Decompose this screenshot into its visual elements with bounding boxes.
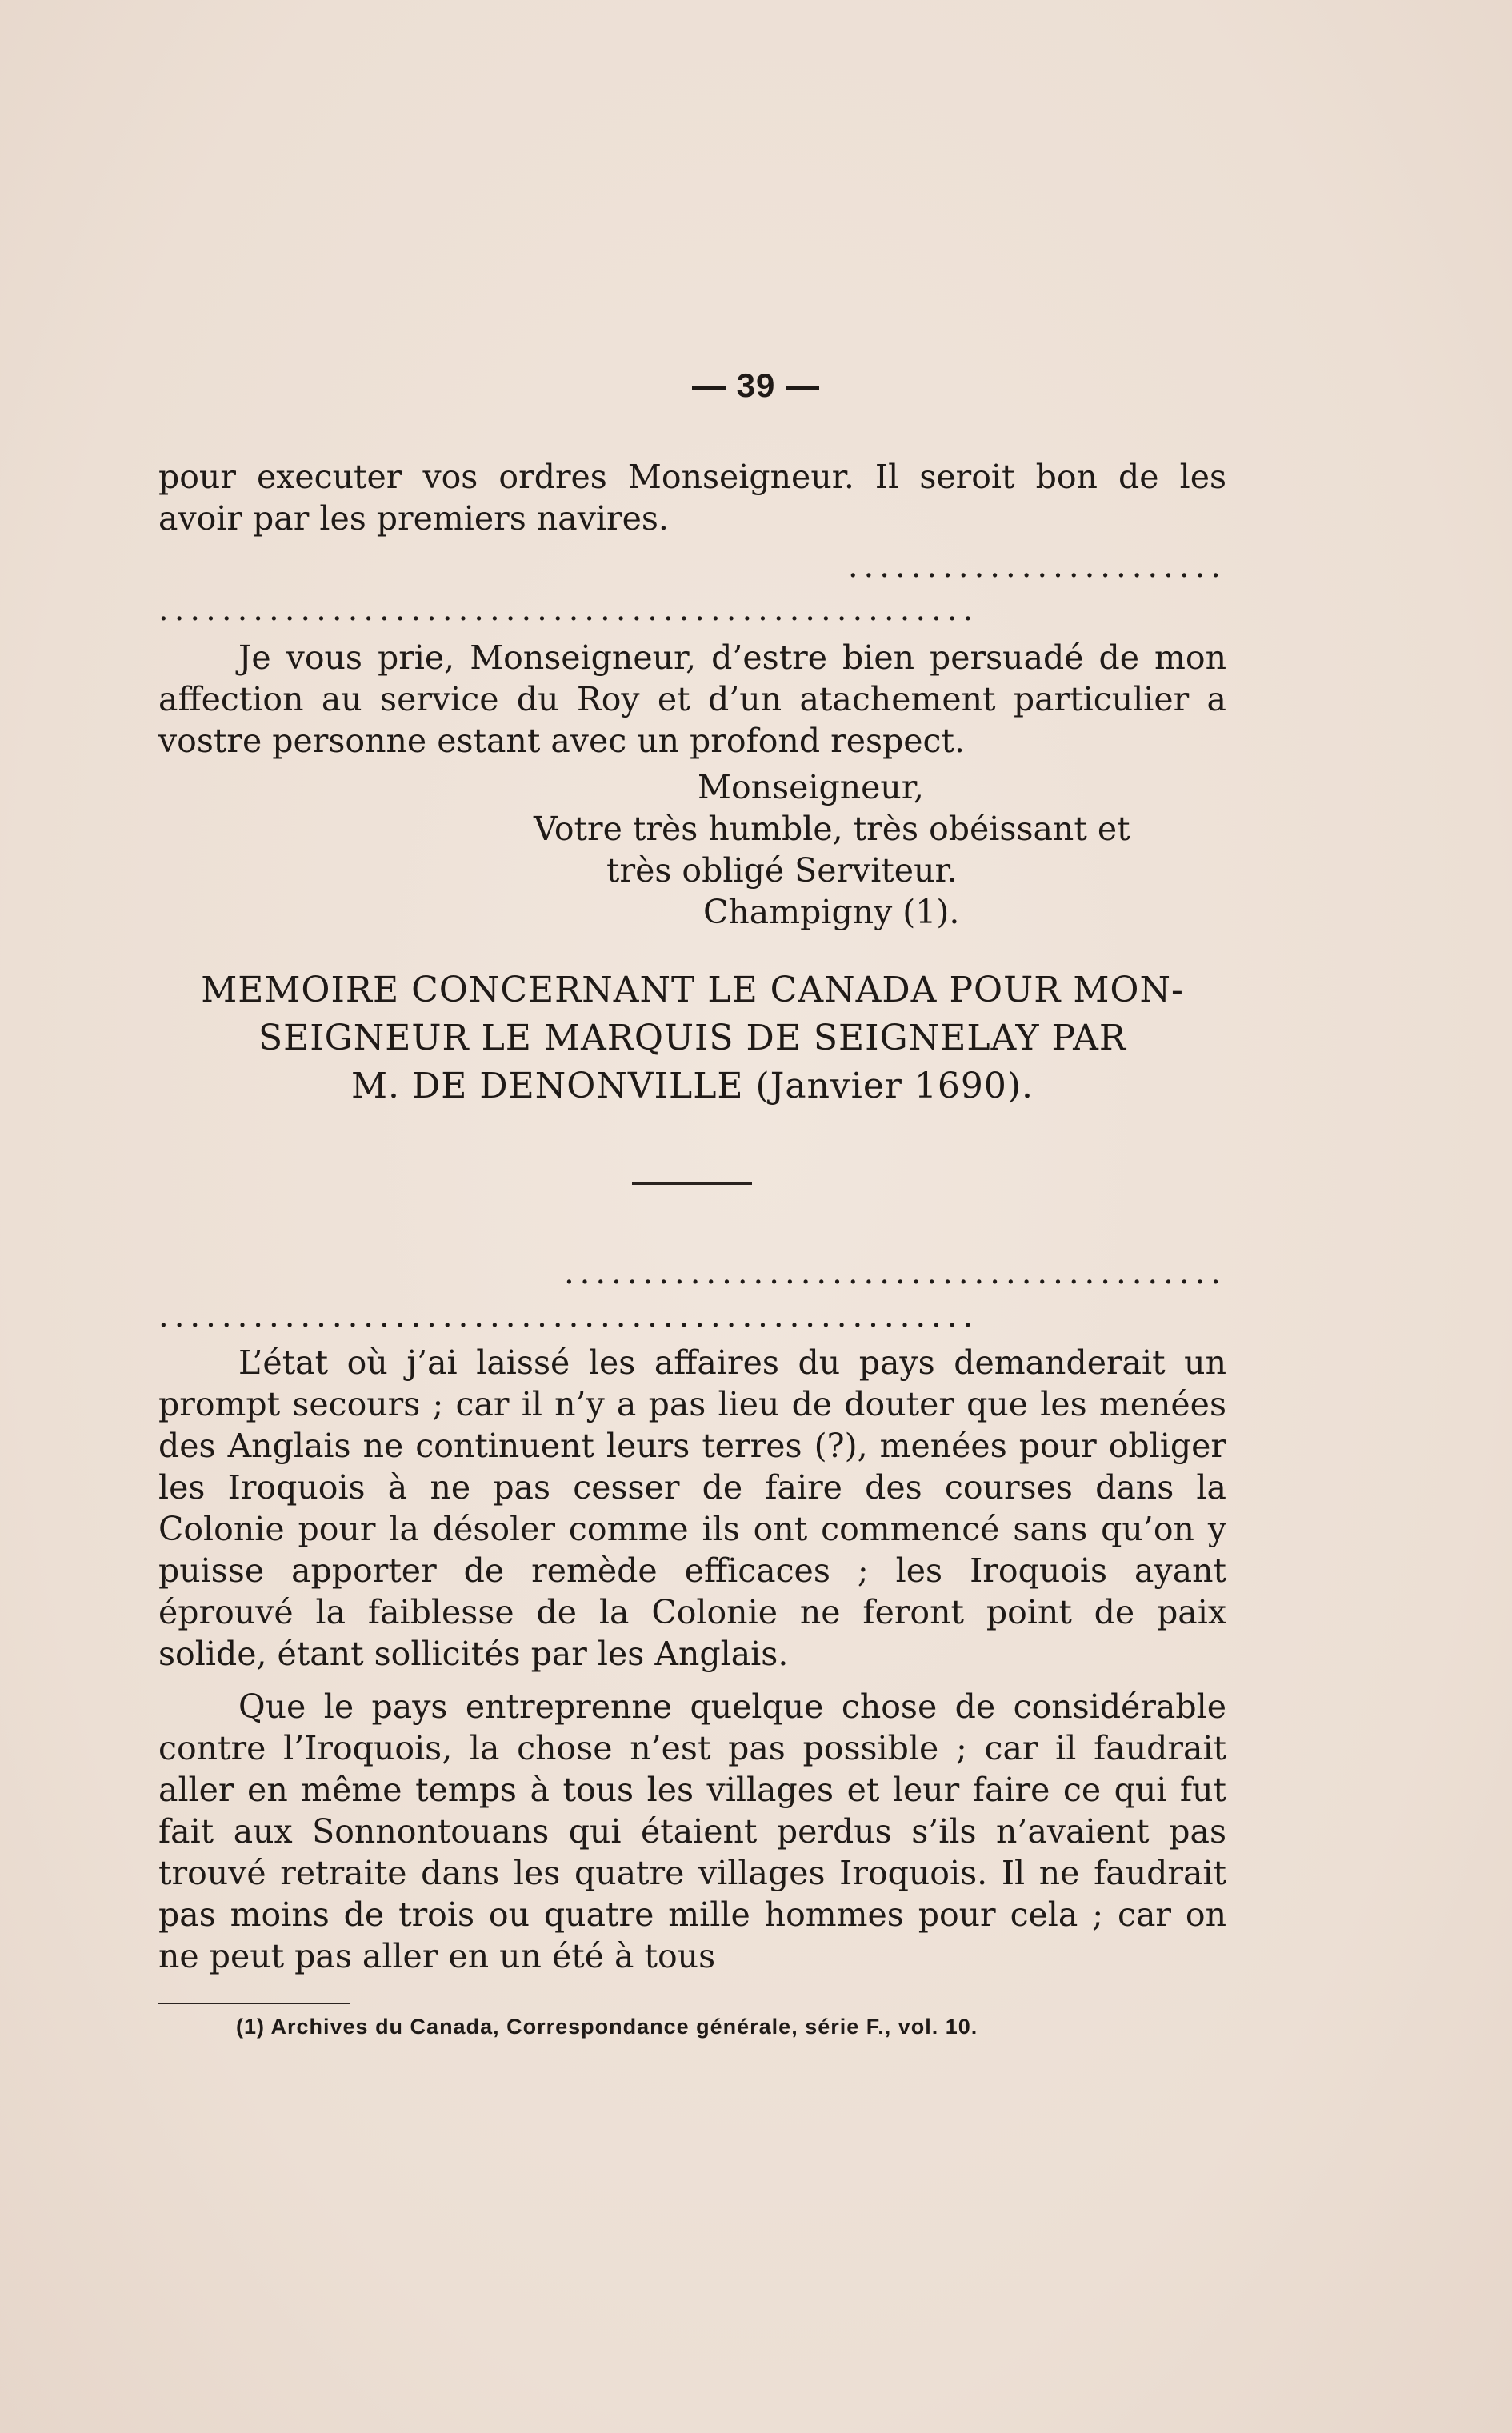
letter-salutation: Monseigneur,	[698, 768, 924, 806]
memoire-paragraph-2: Que le pays entreprenne quelque chose de considérable contre l’Iroquois, la chose n’est pas possible ; car il faudrait aller en même temps à tous les villages et leur faire ce qui fut fait aux Sonnontouans qui étaient perdus s’ils n’avaient pas trouvé retraite dans les quatre villages Iroquois. Il ne faudrait pas moins de trois ou quatre mille hommes pour cela ; car on ne peut pas aller en un été à tous	[158, 1687, 1226, 1975]
ellipsis-row-1: ........................	[847, 548, 1226, 585]
letter-paragraph-1: pour executer vos ordres Monseigneur. Il seroit bon de les avoir par les premiers navires.	[158, 458, 1226, 538]
letter-opening	[158, 456, 1226, 762]
memoire-heading-line-2: SEIGNEUR LE MARQUIS DE SEIGNELAY PAR	[258, 1018, 1127, 1058]
ellipsis-row-4: ....................................................	[158, 1298, 979, 1335]
memoire-paragraph-1: L’état où j’ai laissé les affaires du pays demanderait un prompt secours ; car il n’y a pas lieu de douter que les menées des Anglais ne continuent leurs terres (?), menées pour obliger les Iroquois à ne pas cesser de faire des courses dans la Colonie pour la désoler comme ils ont commencé sans qu’on y puisse apporter de remède efficaces ; les Iroquois ayant éprouvé la faiblesse de la Colonie ne feront point de paix solide, étant sollicités par les Anglais.	[158, 1343, 1226, 1673]
footnote: (1) Archives du Canada, Correspondance générale, série F., vol. 10.	[236, 2015, 978, 2039]
letter-closing-line-2: très obligé Serviteur.	[606, 851, 958, 890]
memoire-heading	[158, 966, 1226, 1110]
section-divider	[632, 1182, 752, 1185]
memoire-heading-line-3: M. DE DENONVILLE (Janvier 1690).	[350, 1066, 1034, 1106]
memoire-heading-line-1: MEMOIRE CONCERNANT LE CANADA POUR MON-	[201, 970, 1184, 1010]
footnote-rule	[158, 2003, 350, 2004]
letter-closing-line-1: Votre très humble, très obéissant et	[534, 810, 1130, 848]
memoire-body	[158, 1252, 1226, 1977]
ellipsis-row-3: ..........................................	[563, 1255, 1226, 1291]
letter-paragraph-2: Je vous prie, Monseigneur, d’estre bien persuadé de mon affection au service du Roy et d’un atachement particulier a vostre personne estant avec un profond respect.	[158, 638, 1226, 760]
page-number: — 39 —	[691, 366, 821, 404]
letter-signature: Champigny (1).	[703, 893, 960, 931]
ellipsis-row-2: ....................................................	[158, 591, 979, 628]
